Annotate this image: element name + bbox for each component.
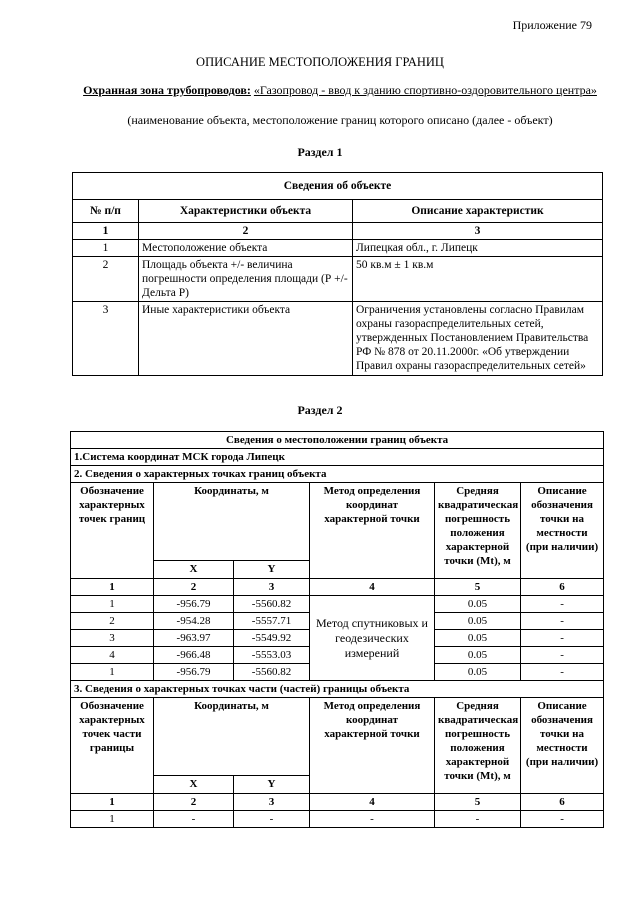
row-characteristic: Иные характеристики объекта	[139, 302, 353, 376]
boundary-table-title: Сведения о местоположении границ объекта	[71, 432, 604, 449]
header-coords: Координаты, м	[154, 698, 310, 776]
point-desc: -	[521, 647, 604, 664]
point-y: -5549.92	[234, 630, 310, 647]
document-title: ОПИСАНИЕ МЕСТОПОЛОЖЕНИЯ ГРАНИЦ	[196, 55, 444, 69]
header-point-desc: Описание обозначения точки на местности (при наличии)	[521, 483, 604, 579]
header-point-part: Обозначение характерных точек части границы	[71, 698, 154, 794]
table-row	[73, 240, 603, 257]
col-num: 2	[154, 794, 234, 811]
object-info-table	[72, 172, 603, 376]
point-mt: 0.05	[435, 613, 521, 630]
table-row	[71, 596, 604, 613]
table-row	[73, 302, 603, 376]
col-num: 4	[310, 794, 435, 811]
point-id: 1	[71, 664, 154, 681]
col-num: 6	[521, 794, 604, 811]
point-id: 1	[71, 596, 154, 613]
header-point: Обозначение характерных точек границ	[71, 483, 154, 579]
col-num: 1	[71, 794, 154, 811]
point-x: -966.48	[154, 647, 234, 664]
col-num: 5	[435, 794, 521, 811]
point-mt: 0.05	[435, 664, 521, 681]
point-desc: -	[521, 630, 604, 647]
point-desc: -	[521, 664, 604, 681]
header-description: Описание характеристик	[353, 200, 603, 223]
part-point-x: -	[154, 811, 234, 828]
part-point-mt: -	[435, 811, 521, 828]
header-mt: Средняя квадратическая погрешность положения характерной точки (Mt), м	[435, 483, 521, 579]
point-x: -954.28	[154, 613, 234, 630]
point-mt: 0.05	[435, 647, 521, 664]
row-description: Липецкая обл., г. Липецк	[353, 240, 603, 257]
point-y: -5560.82	[234, 596, 310, 613]
point-y: -5553.03	[234, 647, 310, 664]
object-info-table-title: Сведения об объекте	[73, 173, 603, 200]
appendix-number: Приложение 79	[512, 18, 592, 32]
part3-title: 3. Сведения о характерных точках части (частей) границы объекта	[71, 681, 604, 698]
col-num: 4	[310, 579, 435, 596]
point-mt: 0.05	[435, 596, 521, 613]
point-desc: -	[521, 613, 604, 630]
header-coords: Координаты, м	[154, 483, 310, 561]
table-row	[71, 811, 604, 828]
point-id: 3	[71, 630, 154, 647]
row-characteristic: Местоположение объекта	[139, 240, 353, 257]
header-method: Метод определения координат характерной точки	[310, 698, 435, 794]
zone-note: (наименование объекта, местоположение границ которого описано (далее - объект)	[127, 113, 553, 127]
zone-object: «Газопровод - ввод к зданию спортивно-оздоровительного центра»	[253, 83, 597, 97]
row-num: 3	[73, 302, 139, 376]
header-point-desc: Описание обозначения точки на местности (при наличии)	[521, 698, 604, 794]
col-num: 5	[435, 579, 521, 596]
row-characteristic: Площадь объекта +/- величина погрешности определения площади (Р +/- Дельта Р)	[139, 257, 353, 302]
header-mt: Средняя квадратическая погрешность положения характерной точки (Mt), м	[435, 698, 521, 794]
header-y: Y	[234, 776, 310, 794]
coordinate-system: 1.Система координат МСК города Липецк	[71, 449, 604, 466]
row-description: Ограничения установлены согласно Правилам охраны газораспределительных сетей, утвержденных Постановлением Правительства РФ № 878 от 20.11.2000г. «Об утверждении Правил охраны газораспределительных сетей»	[353, 302, 603, 376]
method-cell: Метод спутниковых и геодезических измерений	[310, 596, 435, 681]
header-method: Метод определения координат характерной точки	[310, 483, 435, 579]
section2-title: Раздел 2	[297, 403, 343, 417]
row-description: 50 кв.м ± 1 кв.м	[353, 257, 603, 302]
point-y: -5560.82	[234, 664, 310, 681]
part-point-id: 1	[71, 811, 154, 828]
header-characteristic: Характеристики объекта	[139, 200, 353, 223]
zone-label: Охранная зона трубопроводов:	[83, 83, 251, 97]
table-row	[73, 257, 603, 302]
point-desc: -	[521, 596, 604, 613]
part-point-method: -	[310, 811, 435, 828]
col-num: 1	[71, 579, 154, 596]
part-point-y: -	[234, 811, 310, 828]
row-num: 1	[73, 240, 139, 257]
point-x: -956.79	[154, 596, 234, 613]
section1-title: Раздел 1	[297, 145, 343, 159]
col-num: 1	[73, 223, 139, 240]
point-x: -963.97	[154, 630, 234, 647]
part2-title: 2. Сведения о характерных точках границ объекта	[71, 466, 604, 483]
point-mt: 0.05	[435, 630, 521, 647]
col-num: 3	[353, 223, 603, 240]
header-x: X	[154, 776, 234, 794]
zone-heading	[70, 83, 610, 97]
point-x: -956.79	[154, 664, 234, 681]
header-x: X	[154, 561, 234, 579]
part-point-desc: -	[521, 811, 604, 828]
boundary-points-table	[70, 431, 604, 828]
header-num: № п/п	[73, 200, 139, 223]
col-num: 6	[521, 579, 604, 596]
point-y: -5557.71	[234, 613, 310, 630]
row-num: 2	[73, 257, 139, 302]
col-num: 2	[154, 579, 234, 596]
col-num: 3	[234, 794, 310, 811]
col-num: 3	[234, 579, 310, 596]
point-id: 4	[71, 647, 154, 664]
point-id: 2	[71, 613, 154, 630]
col-num: 2	[139, 223, 353, 240]
header-y: Y	[234, 561, 310, 579]
